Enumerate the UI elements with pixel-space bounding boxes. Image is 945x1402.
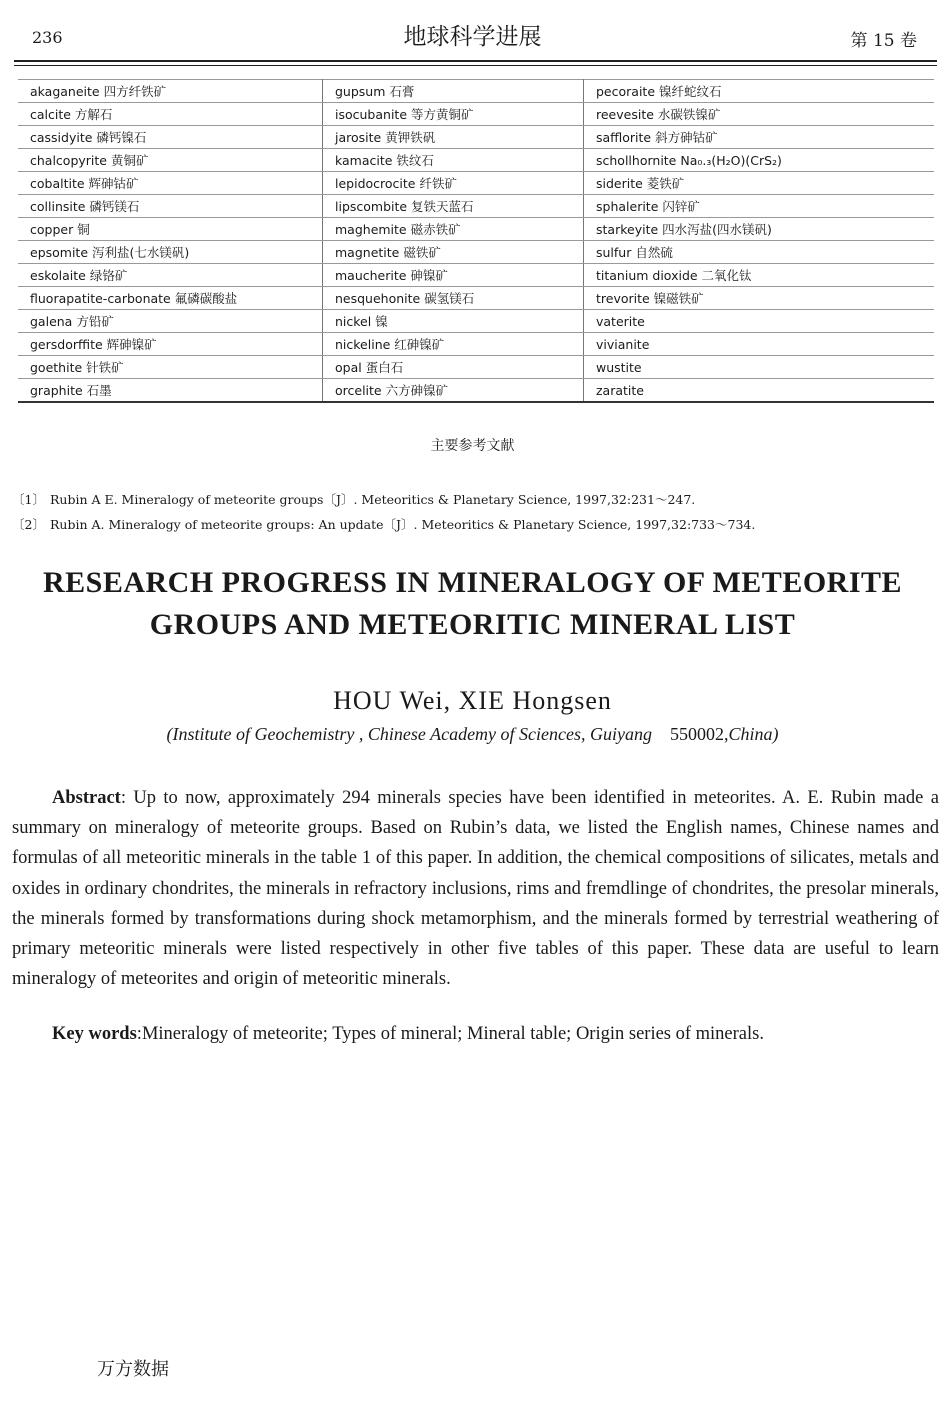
table-cell: siderite 菱铁矿: [584, 172, 935, 195]
table-row: [18, 103, 934, 126]
table-cell: nesquehonite 碳氢镁石: [323, 287, 584, 310]
abstract-separator: :: [120, 788, 134, 808]
table-row: [18, 310, 934, 333]
table-cell: sulfur 自然硫: [584, 241, 935, 264]
reference-number: 〔1〕: [12, 492, 45, 507]
table-cell: jarosite 黄钾铁矾: [323, 126, 584, 149]
table-row: [18, 218, 934, 241]
table-cell: isocubanite 等方黄铜矿: [323, 103, 584, 126]
table-row: [18, 149, 934, 172]
table-cell: cobaltite 辉砷钴矿: [18, 172, 323, 195]
keywords: [52, 1024, 764, 1045]
mineral-table: [18, 79, 934, 403]
table-row: [18, 287, 934, 310]
table-cell: graphite 石墨: [18, 379, 323, 403]
table-cell: trevorite 镍磁铁矿: [584, 287, 935, 310]
table-cell: lepidocrocite 纤铁矿: [323, 172, 584, 195]
table-cell: reevesite 水碳铁镍矿: [584, 103, 935, 126]
table-cell: copper 铜: [18, 218, 323, 241]
table-cell: gersdorffite 辉砷镍矿: [18, 333, 323, 356]
table-cell: pecoraite 镍纤蛇纹石: [584, 80, 935, 103]
table-cell: wustite: [584, 356, 935, 379]
table-cell: cassidyite 磷钙镍石: [18, 126, 323, 149]
table-cell: vaterite: [584, 310, 935, 333]
table-row: [18, 126, 934, 149]
table-cell: chalcopyrite 黄铜矿: [18, 149, 323, 172]
table-row: [18, 356, 934, 379]
references-heading: 主要参考文献: [430, 438, 515, 454]
affiliation: [0, 724, 945, 745]
table-cell: galena 方铅矿: [18, 310, 323, 333]
table-row: [18, 379, 934, 403]
table-cell: schollhornite Na₀.₃(H₂O)(CrS₂): [584, 149, 935, 172]
affiliation-institute: (Institute of Geochemistry , Chinese Academy of Sciences, Guiyang: [166, 724, 653, 744]
watermark: 万方数据: [97, 1359, 169, 1380]
reference-2: [12, 515, 755, 533]
reference-text: Rubin A E. Mineralogy of meteorite groups〔J〕. Meteoritics & Planetary Science, 1997,32:231～247.: [50, 492, 696, 507]
table-cell: goethite 针铁矿: [18, 356, 323, 379]
table-cell: kamacite 铁纹石: [323, 149, 584, 172]
table-row: [18, 195, 934, 218]
table-cell: orcelite 六方砷镍矿: [323, 379, 584, 403]
title-line-1: RESEARCH PROGRESS IN MINERALOGY OF METEORITE: [42, 566, 903, 599]
reference-text: Rubin A. Mineralogy of meteorite groups: An update〔J〕. Meteoritics & Planetary Science, 1997,32:733～734.: [50, 517, 756, 532]
volume-label: 第 15 卷: [850, 31, 917, 51]
abstract: [12, 783, 939, 994]
table-cell: akaganeite 四方纤铁矿: [18, 80, 323, 103]
table-cell: sphalerite 闪锌矿: [584, 195, 935, 218]
table-cell: collinsite 磷钙镁石: [18, 195, 323, 218]
table-cell: gupsum 石膏: [323, 80, 584, 103]
table-row: [18, 241, 934, 264]
table-row: [18, 172, 934, 195]
table-row: [18, 80, 934, 103]
authors: HOU Wei, XIE Hongsen: [333, 686, 612, 715]
title-line-2: GROUPS AND METEORITIC MINERAL LIST: [149, 608, 796, 641]
table-cell: titanium dioxide 二氧化钛: [584, 264, 935, 287]
page-number: 236: [32, 28, 63, 47]
table-row: [18, 264, 934, 287]
table-cell: safflorite 斜方砷钴矿: [584, 126, 935, 149]
abstract-label: Abstract: [52, 788, 121, 808]
reference-1: [12, 490, 695, 508]
table-cell: lipscombite 复铁天蓝石: [323, 195, 584, 218]
table-cell: maucherite 砷镍矿: [323, 264, 584, 287]
keywords-label: Key words: [52, 1024, 137, 1044]
table-cell: nickel 镍: [323, 310, 584, 333]
table-cell: zaratite: [584, 379, 935, 403]
affiliation-postcode: 550002,: [670, 724, 729, 744]
table-cell: nickeline 红砷镍矿: [323, 333, 584, 356]
table-cell: vivianite: [584, 333, 935, 356]
table-cell: fluorapatite-carbonate 氟磷碳酸盐: [18, 287, 323, 310]
table-cell: opal 蛋白石: [323, 356, 584, 379]
english-title: [0, 562, 945, 646]
table-cell: maghemite 磁赤铁矿: [323, 218, 584, 241]
keywords-text: Mineralogy of meteorite; Types of mineral; Mineral table; Origin series of minerals.: [141, 1024, 764, 1044]
affiliation-country: China): [728, 724, 779, 744]
header-rule: [14, 60, 937, 66]
abstract-text: Up to now, approximately 294 minerals species have been identified in meteorites. A. E. Rubin made a summary on mineralogy of meteorite groups. Based on Rubin’s data, we listed the English names, Chinese names and formulas of all meteoritic minerals in the table 1 of this paper. In addition, the chemical compositions of silicates, metals and oxides in ordinary chondrites, the minerals in refractory inclusions, rims and fremdlinge of chondrites, the presolar minerals, the minerals formed by transformations during shock metamorphism, and the minerals formed by terrestrial weathering of primary meteoritic minerals were listed respectively in other five tables of this paper. These data are useful to learn mineralogy of meteorites and origin of meteoritic minerals.: [12, 788, 939, 990]
table-cell: starkeyite 四水泻盐(四水镁矾): [584, 218, 935, 241]
table-cell: calcite 方解石: [18, 103, 323, 126]
table-cell: epsomite 泻利盐(七水镁矾): [18, 241, 323, 264]
table-cell: eskolaite 绿铬矿: [18, 264, 323, 287]
journal-title: 地球科学进展: [403, 24, 542, 50]
table-row: [18, 333, 934, 356]
table-cell: magnetite 磁铁矿: [323, 241, 584, 264]
keywords-separator: :: [136, 1024, 142, 1044]
reference-number: 〔2〕: [12, 517, 45, 532]
